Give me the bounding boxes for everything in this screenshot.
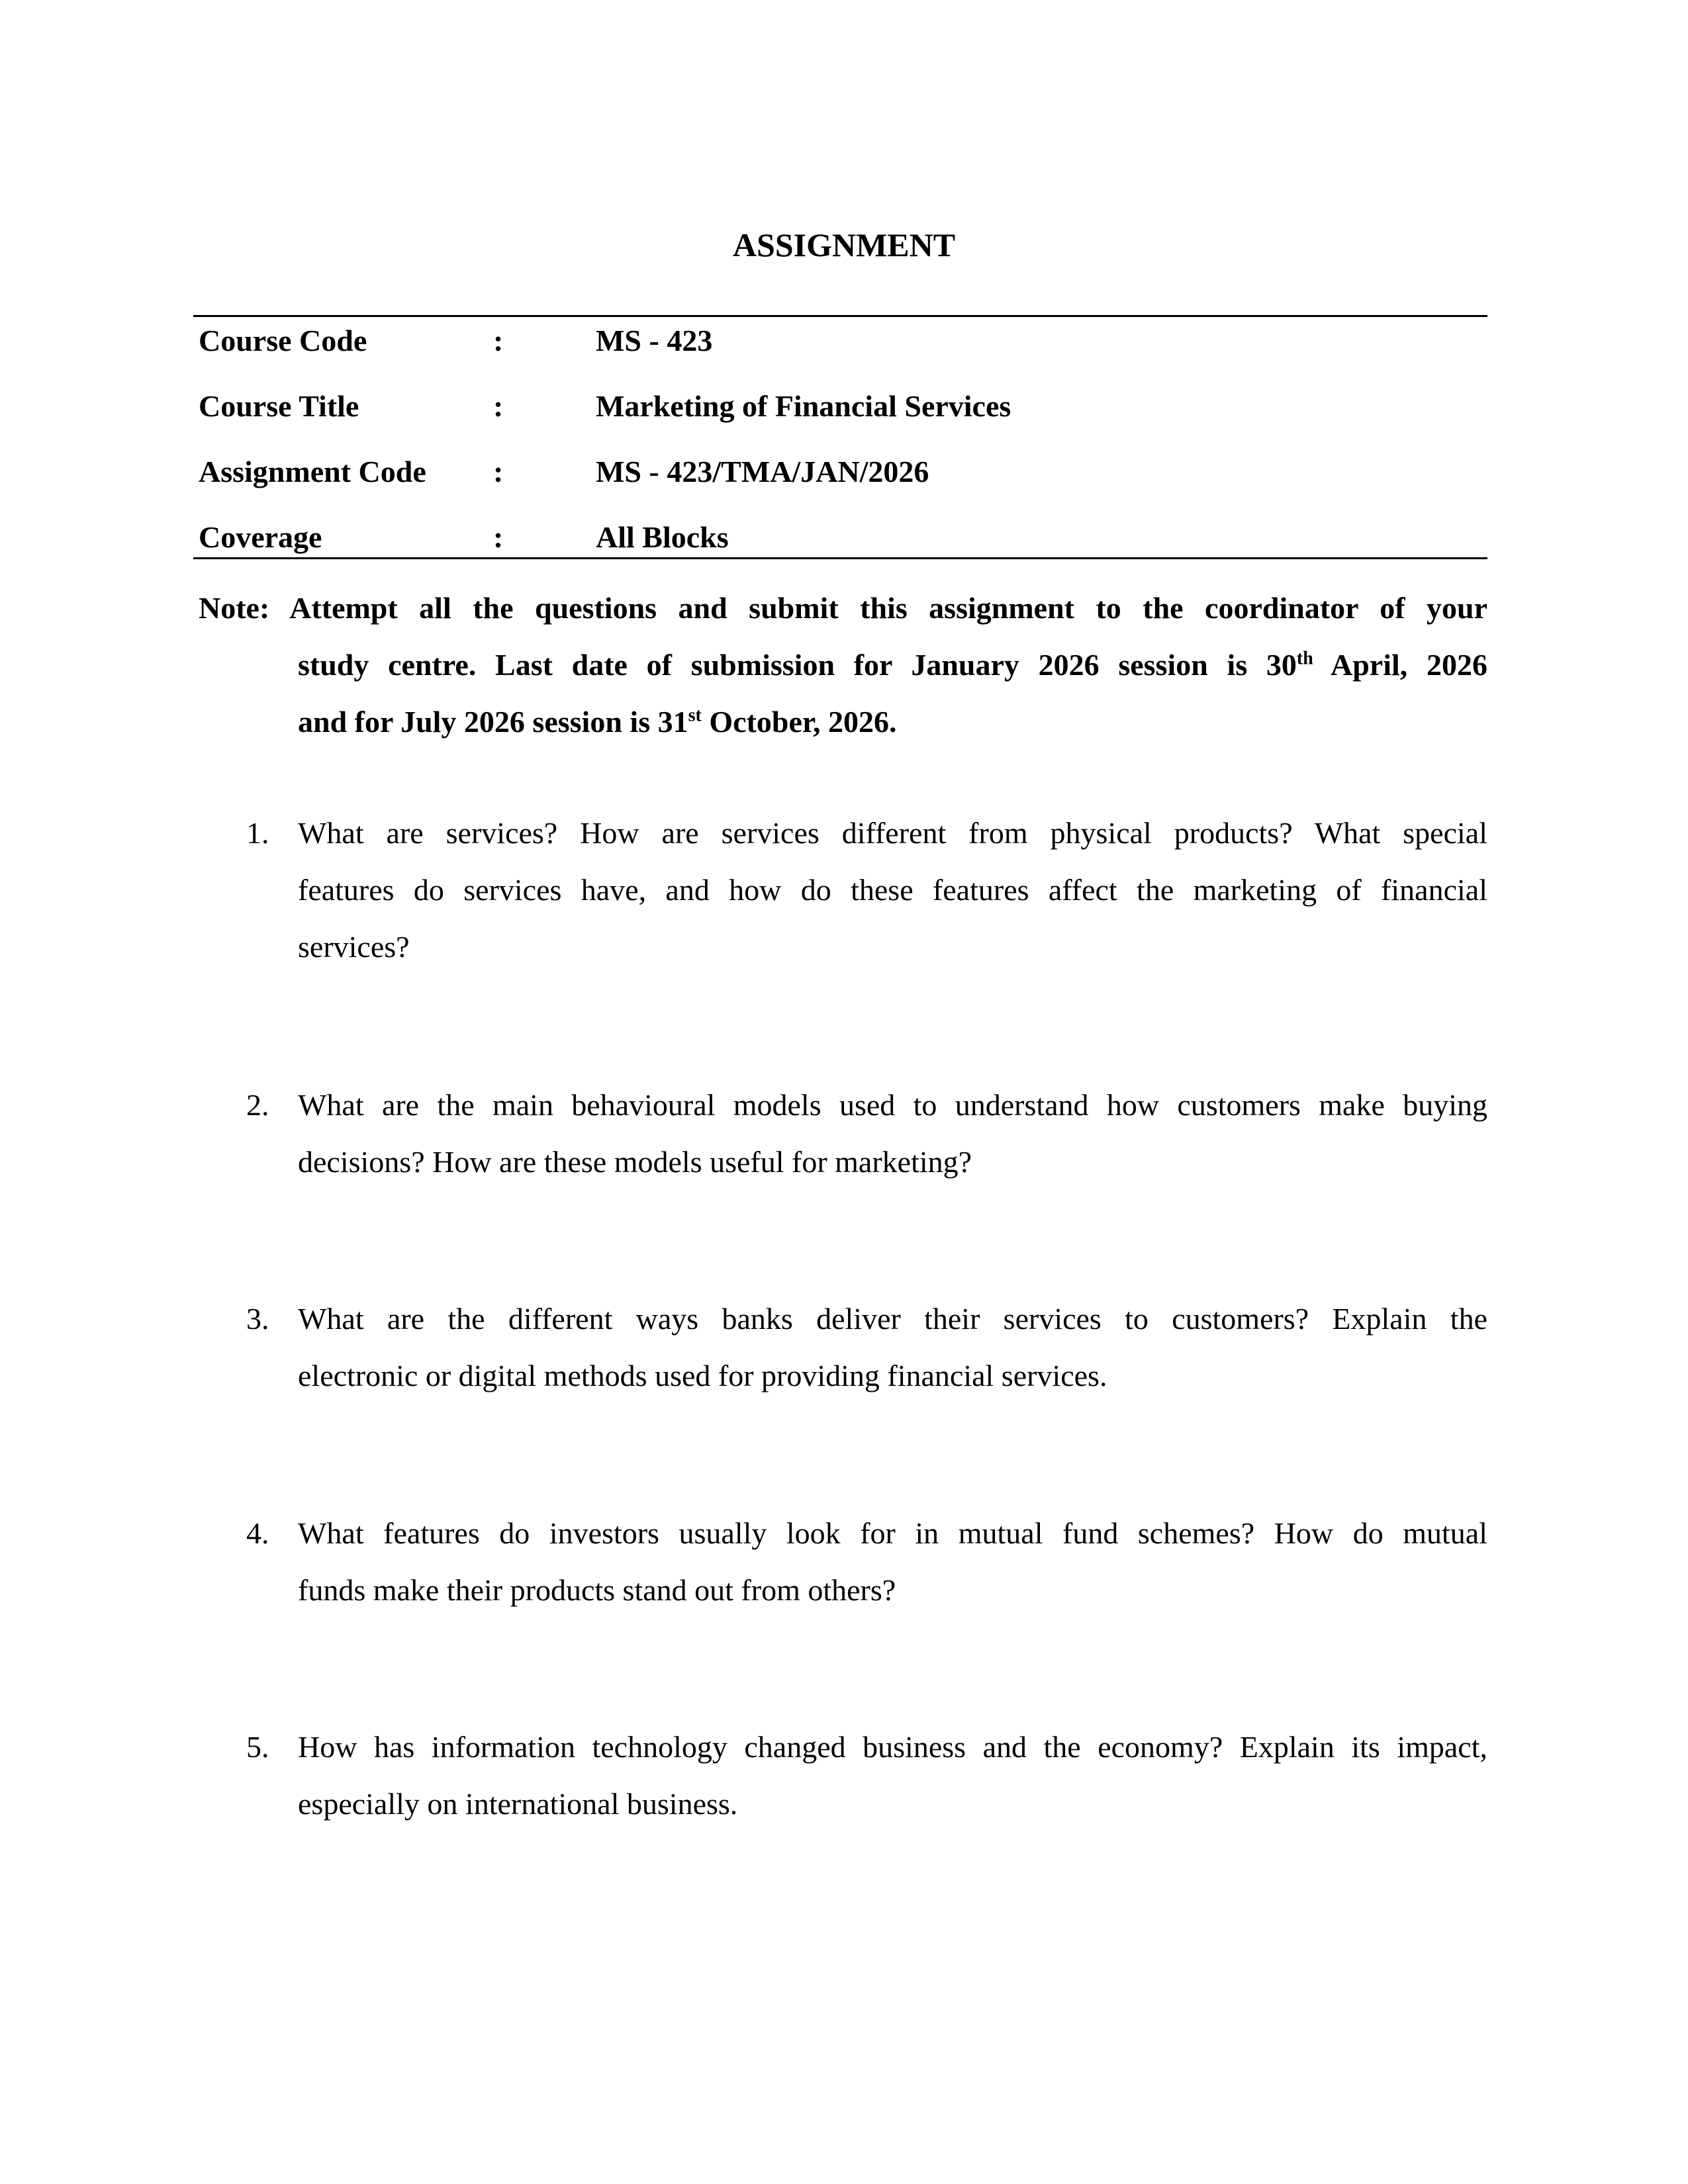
- info-label: Assignment Code: [199, 455, 426, 488]
- question-number: 3.: [246, 1302, 269, 1336]
- question-line: What are the main behavioural models used to understand how customers make buying: [298, 1088, 1487, 1122]
- question-line: What are services? How are services different from physical products? What special: [298, 816, 1487, 850]
- note-line: Note: Attempt all the questions and submit this assignment to the coordinator of your: [199, 591, 1487, 625]
- info-label: Course Title: [199, 389, 359, 423]
- note-text: April, 2026: [1313, 648, 1487, 682]
- bottom-divider: [193, 557, 1487, 559]
- question-line: decisions? How are these models useful for marketing?: [298, 1145, 972, 1179]
- info-colon: :: [493, 455, 504, 488]
- question-line: What are the different ways banks deliver their services to customers? Explain the: [298, 1302, 1487, 1336]
- note-line: [298, 704, 897, 739]
- question-number: 2.: [246, 1088, 269, 1122]
- question-line: especially on international business.: [298, 1787, 738, 1821]
- info-colon: :: [493, 389, 504, 423]
- note-line: [298, 647, 1487, 682]
- question-number: 5.: [246, 1730, 269, 1764]
- question-line: What features do investors usually look for in mutual fund schemes? How do mutual: [298, 1516, 1487, 1550]
- question-line: electronic or digital methods used for providing financial services.: [298, 1359, 1107, 1392]
- info-colon: :: [493, 324, 504, 357]
- info-value: MS - 423: [596, 324, 713, 357]
- info-value: MS - 423/TMA/JAN/2026: [596, 455, 929, 488]
- question-line: features do services have, and how do these features affect the marketing of financial: [298, 873, 1487, 907]
- info-label: Coverage: [199, 520, 322, 554]
- info-colon: :: [493, 520, 504, 554]
- info-label: Course Code: [199, 324, 367, 357]
- info-value: Marketing of Financial Services: [596, 389, 1011, 423]
- question-number: 4.: [246, 1516, 269, 1550]
- note-text: and for July 2026 session is 31: [298, 705, 688, 739]
- note-text: study centre. Last date of submission for January 2026 session is 30: [298, 648, 1297, 682]
- info-value: All Blocks: [596, 520, 729, 554]
- question-number: 1.: [246, 816, 269, 850]
- note-superscript: st: [688, 705, 702, 726]
- top-divider: [193, 315, 1487, 317]
- note-superscript: th: [1296, 648, 1313, 669]
- question-line: services?: [298, 930, 410, 964]
- page-title: ASSIGNMENT: [732, 226, 956, 263]
- question-line: How has information technology changed business and the economy? Explain its impact,: [298, 1730, 1487, 1764]
- question-line: funds make their products stand out from others?: [298, 1573, 896, 1607]
- note-text: October, 2026.: [701, 705, 897, 739]
